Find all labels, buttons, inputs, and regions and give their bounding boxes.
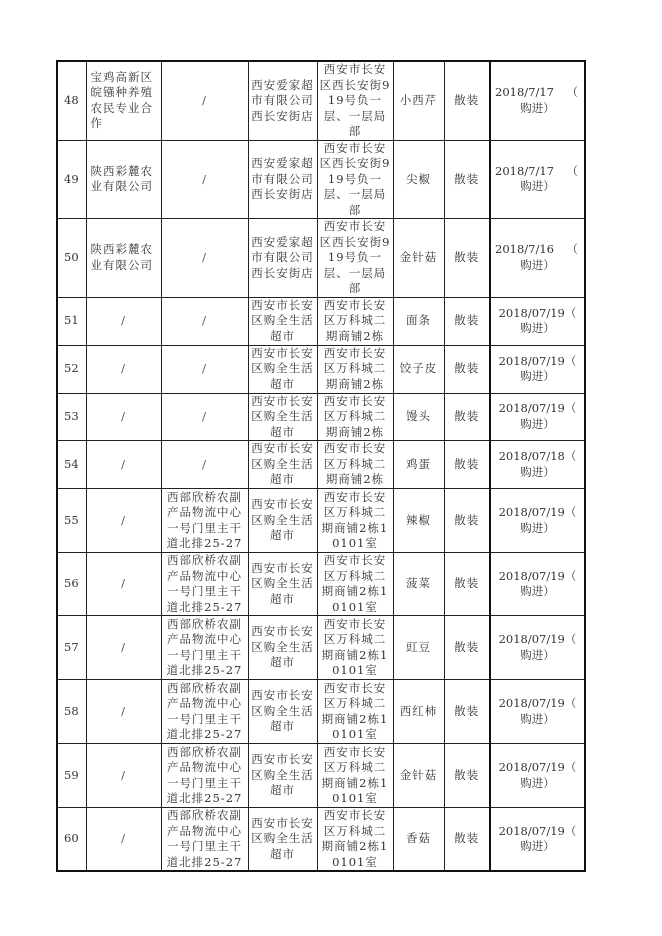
seller-name-cell: 西安市长安区购全生活超市 <box>248 441 317 489</box>
date-note: 购进） <box>520 416 555 431</box>
date-paren: （ <box>566 85 578 100</box>
producer-address-cell: 西部欣桥农副产品物流中心一号门里主干道北排25-27 <box>161 680 248 744</box>
seller-name-cell: 西安爱家超市有限公司西长安街店 <box>248 61 317 140</box>
package-type-cell: 散装 <box>444 808 490 872</box>
seller-address-cell: 西安市长安区西长安街919号负一层、一层局部 <box>317 140 393 219</box>
date-note: 购进） <box>520 775 555 790</box>
package-type-cell: 散装 <box>444 61 490 140</box>
purchase-date-cell <box>490 744 585 808</box>
seller-address-cell: 西安市长安区西长安街919号负一层、一层局部 <box>317 61 393 140</box>
producer-address-cell: / <box>161 219 248 298</box>
producer-address-cell: / <box>161 61 248 140</box>
producer-name-cell: 宝鸡高新区皖镪种养殖农民专业合作 <box>86 61 161 140</box>
seller-name-cell: 西安爱家超市有限公司西长安街店 <box>248 140 317 219</box>
producer-address-cell: 西部欣桥农副产品物流中心一号门里主干道北排25-27 <box>161 808 248 872</box>
date-note: 购进） <box>520 647 555 662</box>
date-note: 购进） <box>520 520 555 535</box>
date-paren: （ <box>566 163 578 178</box>
row-number-cell: 55 <box>57 489 86 553</box>
seller-address-cell: 西安市长安区万科城二期商铺2栋 <box>317 441 393 489</box>
producer-address-cell: / <box>161 393 248 441</box>
row-number-cell: 60 <box>57 808 86 872</box>
purchase-date-cell <box>490 297 585 345</box>
table-body <box>57 61 585 871</box>
row-number-cell: 50 <box>57 219 86 298</box>
product-name-cell: 香菇 <box>393 808 444 872</box>
producer-address-cell: / <box>161 140 248 219</box>
producer-name-cell: 陕西彩麓农业有限公司 <box>86 140 161 219</box>
date-note: 购进） <box>520 100 555 115</box>
producer-name-cell: / <box>86 553 161 616</box>
date-text: 2018/7/16 <box>495 242 554 257</box>
table-row <box>57 489 585 553</box>
table-row <box>57 441 585 489</box>
row-number-cell: 56 <box>57 553 86 616</box>
table-row <box>57 616 585 680</box>
date-note: 购进） <box>520 257 555 272</box>
purchase-date-cell <box>490 219 585 298</box>
purchase-date-cell <box>490 441 585 489</box>
producer-name-cell: / <box>86 680 161 744</box>
date-note: 购进） <box>520 711 555 726</box>
producer-address-cell: 西部欣桥农副产品物流中心一号门里主干道北排25-27 <box>161 616 248 680</box>
row-number-cell: 51 <box>57 297 86 345</box>
package-type-cell: 散装 <box>444 744 490 808</box>
date-text: 2018/07/19（ <box>498 823 577 838</box>
product-name-cell: 饺子皮 <box>393 345 444 393</box>
seller-name-cell: 西安市长安区购全生活超市 <box>248 808 317 872</box>
package-type-cell: 散装 <box>444 345 490 393</box>
seller-address-cell: 西安市长安区万科城二期商铺2栋10101室 <box>317 553 393 616</box>
table-row <box>57 219 585 298</box>
date-note: 购进） <box>520 179 555 194</box>
product-name-cell: 馒头 <box>393 393 444 441</box>
date-text: 2018/07/19（ <box>498 401 577 416</box>
seller-address-cell: 西安市长安区万科城二期商铺2栋10101室 <box>317 680 393 744</box>
date-text: 2018/07/19（ <box>498 568 577 583</box>
date-text: 2018/07/19（ <box>498 353 577 368</box>
producer-address-cell: 西部欣桥农副产品物流中心一号门里主干道北排25-27 <box>161 744 248 808</box>
seller-name-cell: 西安市长安区购全生活超市 <box>248 393 317 441</box>
purchase-date-cell <box>490 808 585 872</box>
table-row <box>57 808 585 872</box>
seller-name-cell: 西安市长安区购全生活超市 <box>248 297 317 345</box>
producer-name-cell: / <box>86 808 161 872</box>
product-name-cell: 金针菇 <box>393 219 444 298</box>
seller-name-cell: 西安爱家超市有限公司西长安街店 <box>248 219 317 298</box>
seller-address-cell: 西安市长安区万科城二期商铺2栋10101室 <box>317 808 393 872</box>
producer-address-cell: / <box>161 345 248 393</box>
table-row <box>57 393 585 441</box>
purchase-date-cell <box>490 140 585 219</box>
row-number-cell: 53 <box>57 393 86 441</box>
date-note: 购进） <box>520 584 555 598</box>
purchase-date-cell <box>490 553 585 616</box>
date-text: 2018/7/17 <box>495 163 554 178</box>
seller-address-cell: 西安市长安区万科城二期商铺2栋 <box>317 345 393 393</box>
purchase-date-cell <box>490 489 585 553</box>
purchase-date-cell <box>490 680 585 744</box>
package-type-cell: 散装 <box>444 393 490 441</box>
package-type-cell: 散装 <box>444 680 490 744</box>
product-name-cell: 鸡蛋 <box>393 441 444 489</box>
package-type-cell: 散装 <box>444 441 490 489</box>
producer-address-cell: / <box>161 441 248 489</box>
date-note: 购进） <box>520 369 555 383</box>
date-text: 2018/07/19（ <box>498 696 577 710</box>
purchase-date-cell <box>490 616 585 680</box>
purchase-date-cell <box>490 345 585 393</box>
product-name-cell: 豇豆 <box>393 616 444 680</box>
producer-name-cell: / <box>86 345 161 393</box>
seller-name-cell: 西安市长安区购全生活超市 <box>248 744 317 808</box>
product-name-cell: 辣椒 <box>393 489 444 553</box>
table-row <box>57 744 585 808</box>
producer-name-cell: / <box>86 744 161 808</box>
seller-name-cell: 西安市长安区购全生活超市 <box>248 345 317 393</box>
producer-name-cell: 陕西彩麓农业有限公司 <box>86 219 161 298</box>
seller-address-cell: 西安市长安区万科城二期商铺2栋10101室 <box>317 744 393 808</box>
table-row <box>57 345 585 393</box>
table-row <box>57 297 585 345</box>
row-number-cell: 52 <box>57 345 86 393</box>
producer-name-cell: / <box>86 489 161 553</box>
producer-address-cell: 西部欣桥农副产品物流中心一号门里主干道北排25-27 <box>161 489 248 553</box>
producer-name-cell: / <box>86 616 161 680</box>
package-type-cell: 散装 <box>444 219 490 298</box>
seller-address-cell: 西安市长安区万科城二期商铺2栋 <box>317 393 393 441</box>
date-note: 购进） <box>520 839 555 853</box>
row-number-cell: 59 <box>57 744 86 808</box>
package-type-cell: 散装 <box>444 489 490 553</box>
date-note: 购进） <box>520 464 555 479</box>
table-row <box>57 680 585 744</box>
sampling-table <box>56 60 586 872</box>
seller-address-cell: 西安市长安区万科城二期商铺2栋10101室 <box>317 616 393 680</box>
package-type-cell: 散装 <box>444 553 490 616</box>
package-type-cell: 散装 <box>444 140 490 219</box>
date-paren: （ <box>566 242 578 257</box>
producer-address-cell: / <box>161 297 248 345</box>
producer-name-cell: / <box>86 393 161 441</box>
row-number-cell: 49 <box>57 140 86 219</box>
row-number-cell: 48 <box>57 61 86 140</box>
row-number-cell: 57 <box>57 616 86 680</box>
product-name-cell: 菠菜 <box>393 553 444 616</box>
purchase-date-cell <box>490 61 585 140</box>
seller-name-cell: 西安市长安区购全生活超市 <box>248 680 317 744</box>
table-row <box>57 553 585 616</box>
date-text: 2018/07/19（ <box>498 760 577 774</box>
date-text: 2018/7/17 <box>495 85 554 100</box>
date-text: 2018/07/19（ <box>498 505 577 519</box>
product-name-cell: 尖椒 <box>393 140 444 219</box>
date-text: 2018/07/19（ <box>498 632 577 646</box>
product-name-cell: 金针菇 <box>393 744 444 808</box>
row-number-cell: 54 <box>57 441 86 489</box>
package-type-cell: 散装 <box>444 297 490 345</box>
product-name-cell: 面条 <box>393 297 444 345</box>
table-row <box>57 61 585 140</box>
producer-name-cell: / <box>86 297 161 345</box>
seller-address-cell: 西安市长安区西长安街919号负一层、一层局部 <box>317 219 393 298</box>
package-type-cell: 散装 <box>444 616 490 680</box>
producer-name-cell: / <box>86 441 161 489</box>
product-name-cell: 小西芹 <box>393 61 444 140</box>
product-name-cell: 西红柿 <box>393 680 444 744</box>
date-text: 2018/07/18（ <box>498 449 577 463</box>
seller-name-cell: 西安市长安区购全生活超市 <box>248 489 317 553</box>
seller-address-cell: 西安市长安区万科城二期商铺2栋 <box>317 297 393 345</box>
seller-address-cell: 西安市长安区万科城二期商铺2栋10101室 <box>317 489 393 553</box>
date-note: 购进） <box>520 321 555 335</box>
row-number-cell: 58 <box>57 680 86 744</box>
seller-name-cell: 西安市长安区购全生活超市 <box>248 553 317 616</box>
date-text: 2018/07/19（ <box>498 305 577 320</box>
table-row <box>57 140 585 219</box>
producer-address-cell: 西部欣桥农副产品物流中心一号门里主干道北排25-27 <box>161 553 248 616</box>
seller-name-cell: 西安市长安区购全生活超市 <box>248 616 317 680</box>
purchase-date-cell <box>490 393 585 441</box>
